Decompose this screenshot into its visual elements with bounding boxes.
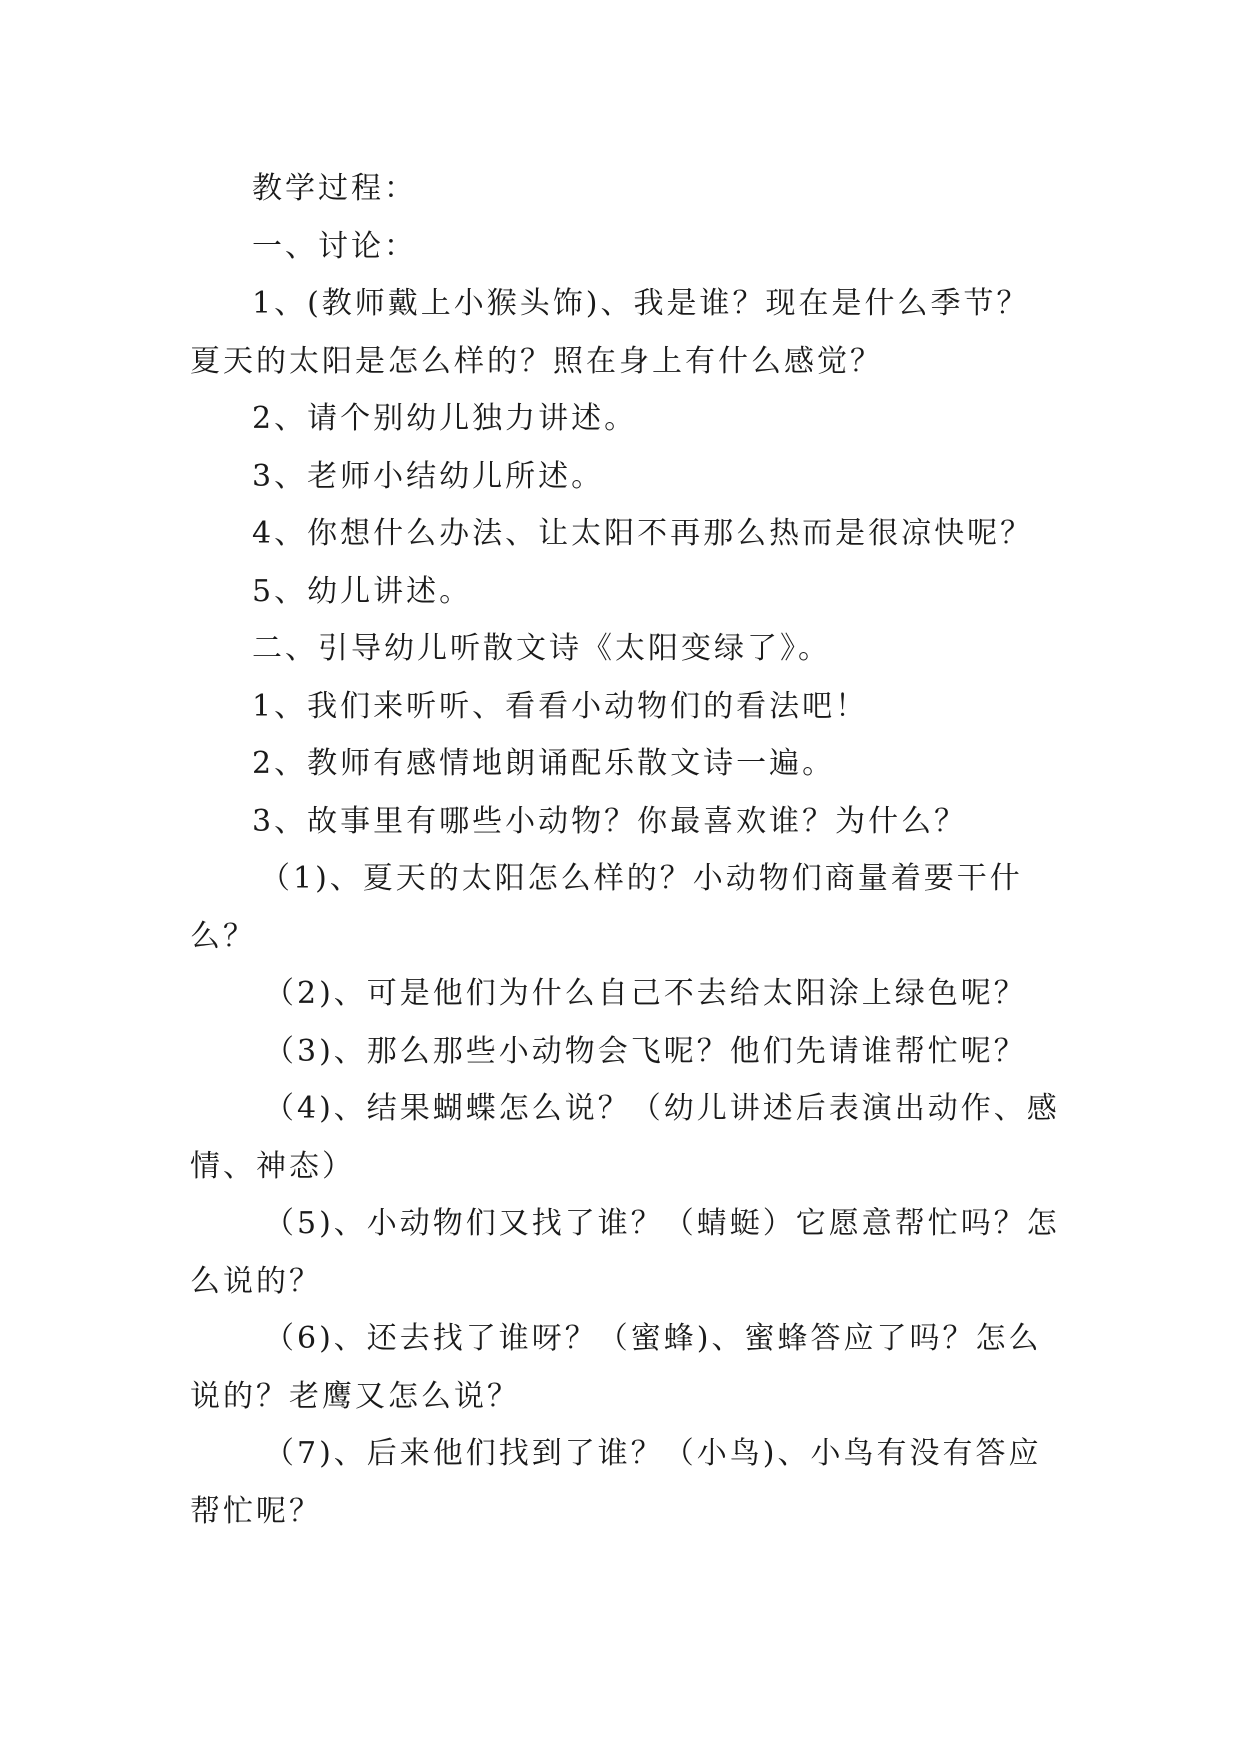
document-body (190, 160, 1060, 1540)
text-line: （1)、夏天的太阳怎么样的？小动物们商量着要干什 (260, 861, 1023, 896)
text-line: 情、神态） (190, 1148, 355, 1184)
text-line: 5、幼儿讲述。 (252, 573, 473, 609)
section-heading: 二、引导幼儿听散文诗《太阳变绿了》。 (252, 631, 831, 666)
text-line: （3)、那么那些小动物会飞呢？他们先请谁帮忙呢？ (264, 1033, 1027, 1069)
section-heading: 教学过程： (252, 171, 417, 206)
text-line: 2、请个别幼儿独力讲述。 (252, 401, 638, 436)
text-line: （6)、还去找了谁呀？（蜜蜂)、蜜蜂答应了吗？怎么 (264, 1321, 1042, 1356)
text-line: 3、老师小结幼儿所述。 (252, 458, 605, 494)
text-line: 么说的？ (190, 1263, 322, 1299)
text-line: 帮忙呢？ (190, 1493, 322, 1529)
text-line: 3、故事里有哪些小动物？你最喜欢谁？为什么？ (252, 803, 968, 839)
text-line: 4、你想什么办法、让太阳不再那么热而是很凉快呢？ (252, 516, 1034, 551)
text-line: （4)、结果蝴蝶怎么说？（幼儿讲述后表演出动作、感 (264, 1091, 1060, 1126)
text-line: 说的？老鹰又怎么说？ (190, 1378, 520, 1414)
text-line: 1、(教师戴上小猴头饰)、我是谁？现在是什么季节？ (252, 286, 1030, 321)
text-line: 2、教师有感情地朗诵配乐散文诗一遍。 (252, 746, 836, 781)
text-line: （7)、后来他们找到了谁？（小鸟)、小鸟有没有答应 (264, 1436, 1042, 1471)
text-line: 夏天的太阳是怎么样的？照在身上有什么感觉？ (190, 343, 883, 379)
text-line: 么？ (190, 918, 256, 954)
text-line: （5)、小动物们又找了谁？（蜻蜓）它愿意帮忙吗？怎 (264, 1206, 1060, 1241)
text-line: （2)、可是他们为什么自己不去给太阳涂上绿色呢？ (264, 976, 1027, 1011)
text-line: 1、我们来听听、看看小动物们的看法吧！ (252, 688, 869, 724)
section-heading: 一、讨论： (252, 228, 417, 264)
